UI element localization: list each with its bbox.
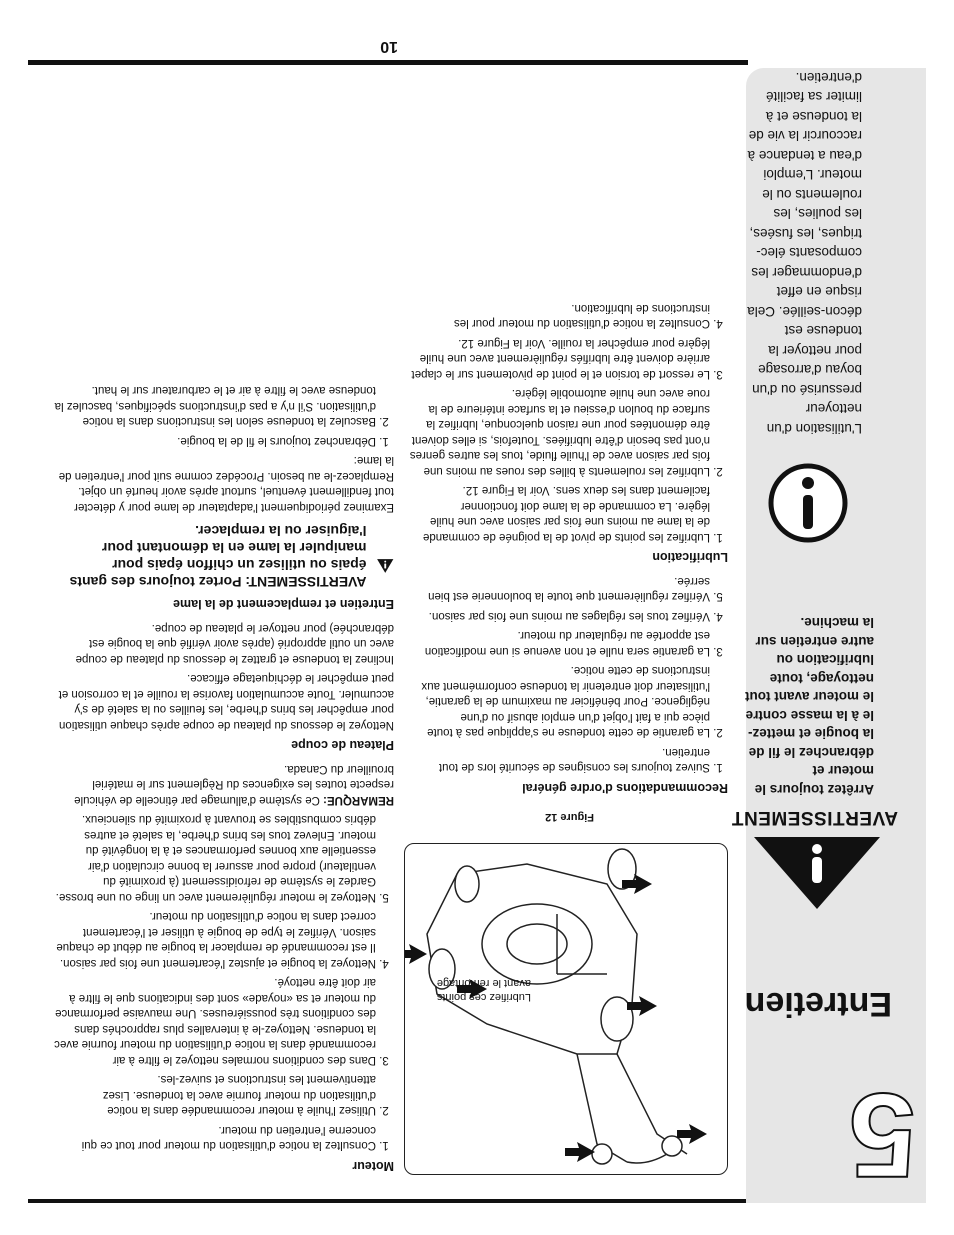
mower-diagram — [405, 844, 727, 1174]
blade-warning-text: AVERTISSEMENT: Portez toujours des gants épais ou utilisez un chiffon épais pour manipuler la lame en la démontant pour l'aiguiser ou la remplacer. — [69, 523, 367, 590]
sidebar-warning-title: AVERTISSEMENT — [731, 807, 898, 828]
motor-list — [54, 811, 394, 1153]
chapter-sidebar — [731, 68, 926, 1203]
list-item: 3. Dans des conditions normales nettoyez le filtre à air recommandé dans la notice d'utilisation du moteur fournie avec la tondeuse. Nettoyez-le à intervalles plus rapprochés dans des conditions très poussiéreuses. Une mauvaise performance du moteur et sa «noyade» sont des indications que le filtre à air doit être nettoyé. — [54, 974, 376, 1067]
warning-triangle-icon — [376, 542, 394, 590]
list-item: 5. Nettoyez le moteur régulièrement avec un linge ou une brosse. Gardez le système de refroidissement (à proximité du ventilateur) propre pour assurer la bonne circulation d'air essentielle aux bonnes performances et à la longévité du moteur. Enlevez tous les brins d'herbe, la saleté et autres débris combustibles se trouvant à proximité du silencieux. — [54, 811, 376, 904]
general-list — [408, 573, 728, 775]
deck-paragraph-2: Inclinez la tondeuse et grattez le dessous du plateau de coupe avec un outil approprié (après avoir vérifié que la bougie est débranchée) pour nettoyer le plateau de coupe. — [75, 622, 394, 665]
blade-warning — [54, 522, 394, 590]
lubrication-list — [408, 300, 728, 545]
list-item: 2. La garantie de cette tondeuse ne s'applique pas à toute pièce qui a fait l'objet d'un emploi abusif ou d'une négligence. Pour bénéficier au maximum de la garantie, l'utilisateur doit entretenir la tondeuse conformément aux instructions de cette notice. — [408, 662, 710, 740]
heading-deck: Plateau de coupe — [291, 738, 394, 753]
list-item: 4. Consultez la notice d'utilisation du moteur pour les instructions de lubrification. — [408, 300, 710, 331]
remark-text: Ce système d'allumage par étincelle de véhicule respecte toutes les exigences du Règlement sur le matériel brouilleur du Canada. — [74, 763, 394, 806]
remark-label: REMARQUE: — [323, 794, 394, 806]
bottom-rule — [28, 60, 748, 65]
list-item: 5. Vérifiez régulièrement que toute la boulonnerie est bien serrée. — [408, 573, 710, 604]
sidebar-warning-text: Arrêtez toujours le moteur et débranchez le fil de la bougie et mettez-le à la masse contre le moteur avant tout nettoyage, toute lubrification ou autre entretien sur la machine. — [744, 615, 874, 797]
blade-list — [54, 382, 394, 448]
deck-paragraph-1: Nettoyez le dessous du plateau de coupe après chaque utilisation pour empêcher les brins d'herbe, les feuilles ou la saleté de s'y accumuler. Toute accumulation favorise la rouille et la corrosion et peut empêcher le déchiquetage efficace. — [58, 672, 394, 731]
heading-motor: Moteur — [352, 1159, 394, 1173]
notice-icon — [768, 463, 848, 543]
heading-blade: Entretien et remplacement de la lame — [173, 597, 394, 612]
blade-paragraph: Examinez périodiquement l'adaptateur de lame pour y détecter tout fendillement éventuel, surtout après avoir heurté un objet. Remplacez-le au besoin. Procédez comme suit pour l'entretien de la lame: — [58, 454, 394, 513]
list-item: 4. Vérifiez tous les réglages au moins une fois par saison. — [408, 608, 710, 624]
list-item: 3. Le ressort de torsion et le point de pivotement sur le clapet arrière doivent être lubrifiés régulièrement avec une huile légère pour empêcher la rouille. Voir la Figure 12. — [408, 335, 710, 382]
sidebar-notice-text: L'utilisation d'un nettoyeur pressurisé ou d'un boyau d'arrosage pour nettoyer la tondeuse est décon-seillée. Cela risque en effet d'endommager les composants élec-triques, les fusées, les poulies, les roulements ou le moteur. L'emploi d'eau a tendance à raccourcir la vie de la tondeuse et à limiter sa facilité d'entretien. — [747, 70, 862, 436]
list-item: 4. Nettoyez la bougie et ajustez l'écartement une fois par saison. Il est recommandé de remplacer la bougie au début de chaque saison. Vérifiez le type de bougie à utiliser et l'écartement correct dans la notice d'utilisation du moteur. — [54, 908, 376, 970]
list-item: 1. Débranchez toujours le fil de la bougie. — [54, 433, 376, 449]
heading-lubrication: Lubrification — [652, 550, 728, 565]
page-number: 10 — [380, 38, 398, 55]
list-item: 2. Utilisez l'huile à moteur recommandée dans la notice d'utilisation du moteur fournie avec la tondeuse. Lisez attentivement les instructions et suivez-les. — [54, 1071, 376, 1118]
list-item: 2. Lubrifiez les roulements à billes des roues au moins une fois par saison avec de l'huile fluide, tous les autres genres n'ont pas besoin d'être lubrifiées. Toutefois, si elles doivent être démontées pour une raison quelconque, lubrifiez la surface du boulon d'essieu et la surface intérieure de la roue avec une huile automobile légère. — [408, 385, 710, 478]
right-column — [54, 378, 394, 1173]
figure-12-box — [404, 843, 728, 1175]
middle-column — [408, 296, 728, 804]
list-item: 3. La garantie sera nulle et non avenue si une modification est apportée au régulateur du moteur. — [408, 627, 710, 658]
figure-caption: Figure 12 — [545, 811, 594, 823]
warning-triangle-icon — [752, 835, 882, 911]
list-item: 2. Basculez la tondeuse selon les instructions dans la notice d'utilisation. S'il n'y a pas d'instructions spécifiques, basculez la tondeuse avec le filtre à air et le carburateur sur le haut. — [54, 382, 376, 429]
list-item: 1. Consultez la notice d'utilisation du moteur pour tout ce qui concerne l'entretien du moteur. — [54, 1122, 376, 1153]
remark — [54, 761, 394, 808]
figure-label: Lubrifiez ces points avant le remontage — [436, 977, 531, 1003]
chapter-number: 5 — [849, 1068, 916, 1202]
chapter-title: Entretien — [744, 985, 892, 1023]
list-item: 1. Lubrifiez les points de pivot de la poignée de commande de la lame au moins une fois par saison avec une huile légère. La commande de la lame doit fonctionner facilement dans les deux sens. Voir la Figure 12. — [408, 482, 710, 544]
heading-general: Recommandations d'ordre général — [522, 781, 728, 795]
list-item: 1. Suivez toujours les consignes de sécurité lors de tout entretien. — [408, 744, 710, 775]
